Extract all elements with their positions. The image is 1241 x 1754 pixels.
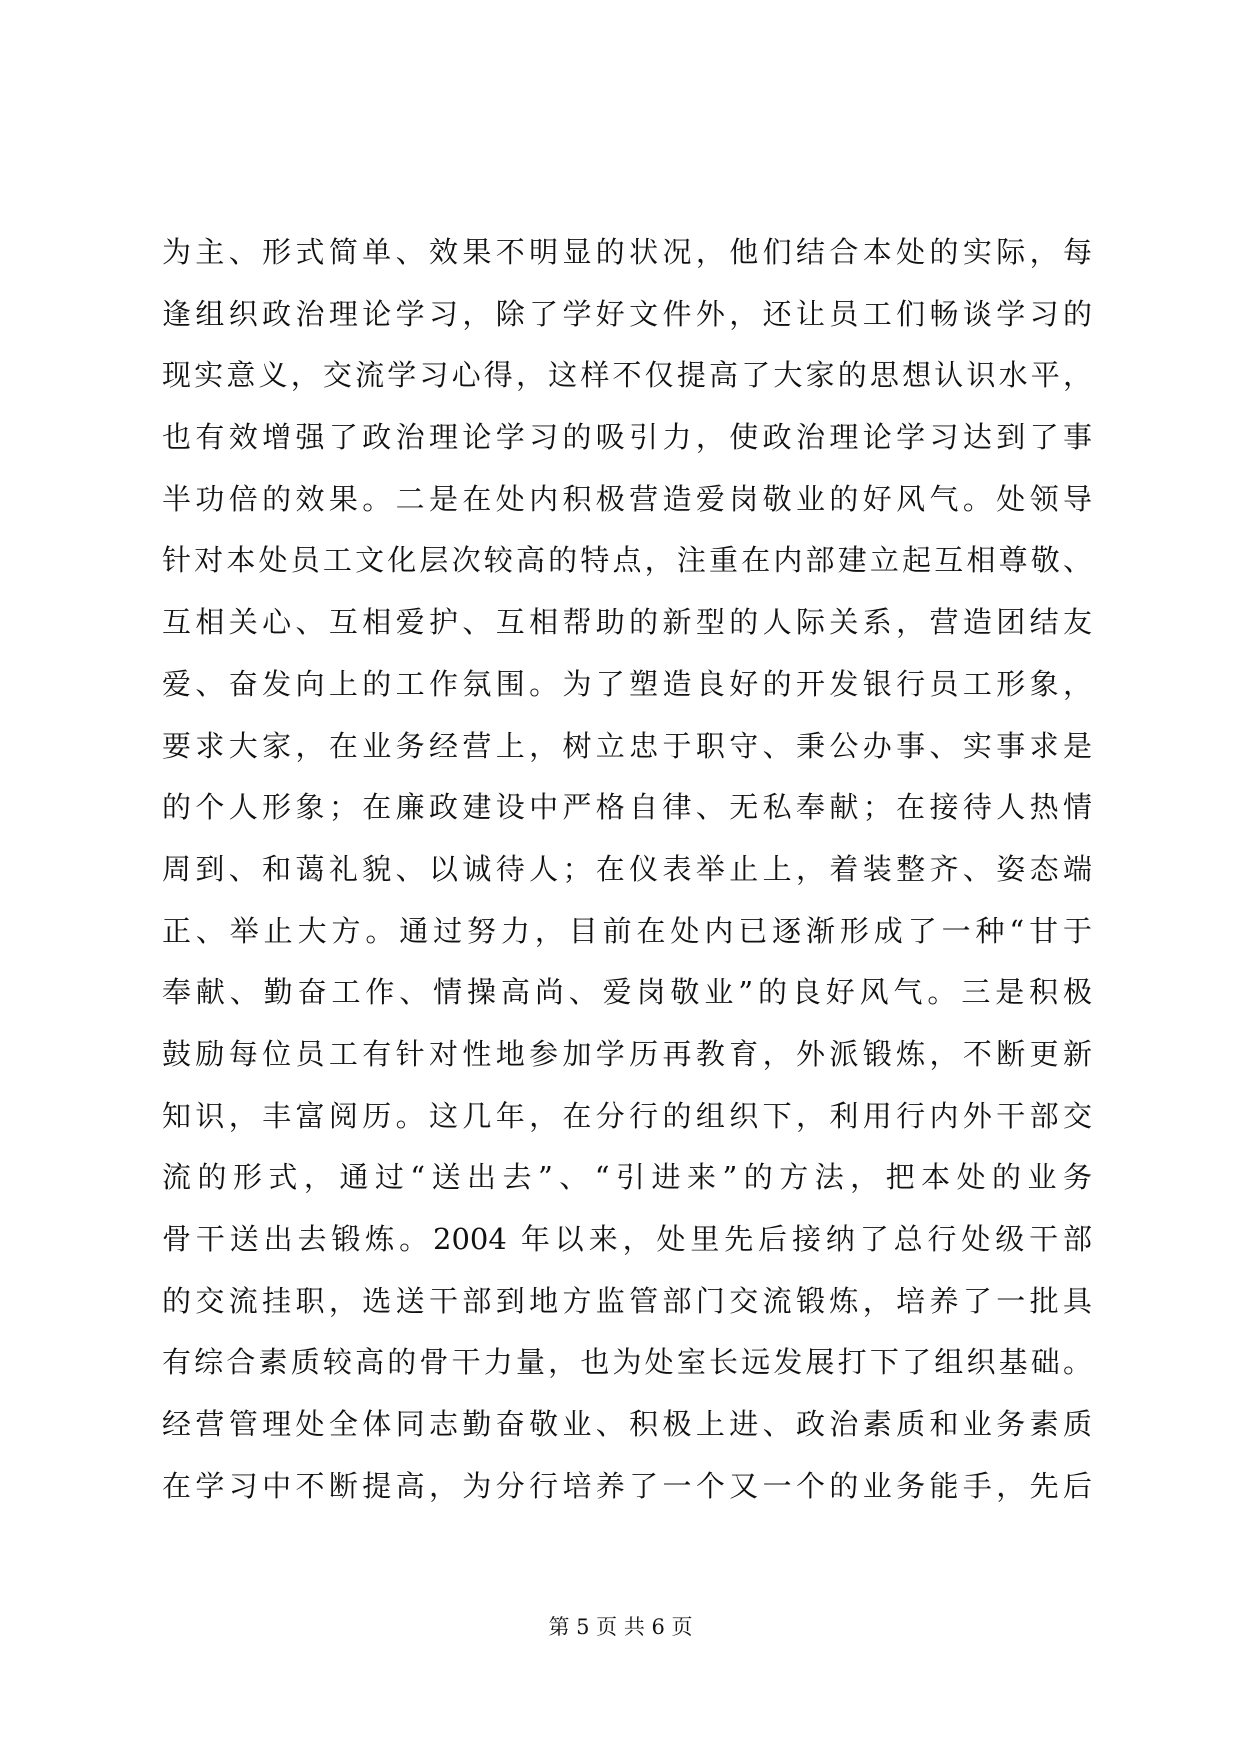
text-line: 知识，丰富阅历。这几年，在分行的组织下，利用行内外干部交 xyxy=(162,1098,1092,1133)
text-line: 经营管理处全体同志勤奋敬业、积极上进、政治素质和业务素质 xyxy=(162,1407,1092,1442)
body-text xyxy=(162,232,1092,1527)
text-line: 为主、形式简单、效果不明显的状况，他们结合本处的实际，每 xyxy=(162,235,1092,269)
text-line: 鼓励每位员工有针对性地参加学历再教育，外派锻炼，不断更新 xyxy=(162,1036,1092,1071)
text-line: 要求大家，在业务经营上，树立忠于职守、秉公办事、实事求是 xyxy=(162,728,1092,763)
page-number-footer: 第 5 页 共 6 页 xyxy=(548,1615,693,1639)
text-line: 骨干送出去锻炼。2004 年以来，处里先后接纳了总行处级干部 xyxy=(162,1222,1092,1256)
text-line: 现实意义，交流学习心得，这样不仅提高了大家的思想认识水平， xyxy=(162,358,1092,393)
text-line: 在学习中不断提高，为分行培养了一个又一个的业务能手，先后 xyxy=(162,1468,1092,1503)
text-line: 也有效增强了政治理论学习的吸引力，使政治理论学习达到了事 xyxy=(162,420,1092,455)
text-line: 有综合素质较高的骨干力量，也为处室长远发展打下了组织基础。 xyxy=(162,1345,1092,1380)
text-line: 周到、和蔼礼貌、以诚待人；在仪表举止上，着装整齐、姿态端 xyxy=(162,851,1092,886)
text-line: 的个人形象；在廉政建设中严格自律、无私奉献；在接待人热情 xyxy=(162,790,1092,825)
text-line: 奉献、勤奋工作、情操高尚、爱岗敬业”的良好风气。三是积极 xyxy=(162,975,1092,1010)
text-line: 针对本处员工文化层次较高的特点，注重在内部建立起互相尊敬、 xyxy=(162,543,1092,578)
text-line: 半功倍的效果。二是在处内积极营造爱岗敬业的好风气。处领导 xyxy=(162,481,1092,516)
text-line: 互相关心、互相爱护、互相帮助的新型的人际关系，营造团结友 xyxy=(162,605,1092,640)
text-line: 正、举止大方。通过努力，目前在处内已逐渐形成了一种“甘于 xyxy=(162,913,1092,948)
text-line: 逢组织政治理论学习，除了学好文件外，还让员工们畅谈学习的 xyxy=(162,296,1092,331)
text-line: 流的形式，通过“送出去”、“引进来”的方法，把本处的业务 xyxy=(162,1160,1092,1195)
text-line: 爱、奋发向上的工作氛围。为了塑造良好的开发银行员工形象， xyxy=(162,666,1092,701)
text-line: 的交流挂职，选送干部到地方监管部门交流锻炼，培养了一批具 xyxy=(162,1283,1092,1318)
